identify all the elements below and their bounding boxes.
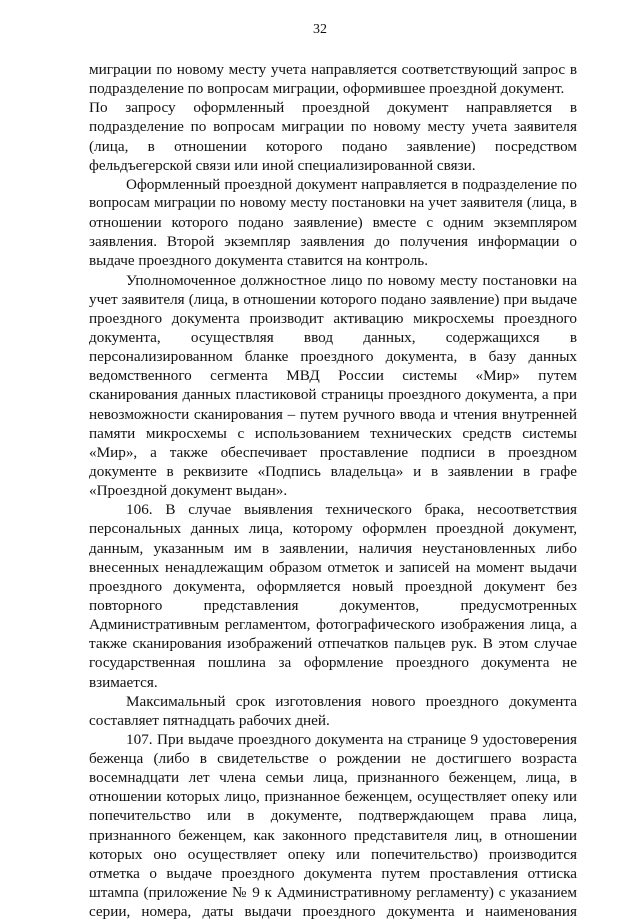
text-line: Оформленный проездной документ направляется в подразделение по xyxy=(126,175,577,193)
text-line: «Проездной документ выдан». xyxy=(89,482,288,500)
text-line: невозможности сканирования – путем ручного ввода и чтения внутренней xyxy=(89,405,577,423)
body-text xyxy=(89,60,577,921)
text-line: учет заявителя (лица, в отношении которого подано заявление) при выдаче xyxy=(89,290,577,308)
text-line: Уполномоченное должностное лицо по новому месту постановки на xyxy=(126,271,577,289)
text-line: По запросу оформленный проездной документ направляется в xyxy=(89,99,577,117)
text-line: попечительство или в документе, подтверждающем права лица, xyxy=(89,807,577,825)
text-line: взимается. xyxy=(89,673,158,691)
text-line: фельдъегерской связи или иной специализированной связи. xyxy=(89,156,476,174)
text-line: проездного документа, оформляется новый проездной документ без xyxy=(89,577,577,595)
text-line: документе в реквизите «Подпись владельца» и в заявлении в графе xyxy=(89,462,577,480)
text-line: внесенных ненадлежащим образом отметок и записей на момент выдачи xyxy=(89,558,577,576)
text-line: 107. При выдаче проездного документа на странице 9 удостоверения xyxy=(126,730,577,748)
text-line: штампа (приложение № 9 к Административному регламенту) с указанием xyxy=(89,884,577,902)
text-line: памяти микросхемы с использованием технических средств системы xyxy=(89,424,577,442)
text-line: персонализированном бланке проездного документа, в базу данных xyxy=(89,348,577,366)
text-line: миграции по новому месту учета направляется соответствующий запрос в xyxy=(89,61,577,78)
text-line: беженца (либо в свидетельстве о рождении не достигшего возраста xyxy=(89,750,577,768)
text-line: которых оно осуществляет опеку или попечительство) производится xyxy=(89,845,577,863)
text-line: 106. В случае выявления технического брака, несоответствия xyxy=(126,501,577,519)
text-line: проездного документа производит активацию микросхемы проездного xyxy=(89,309,577,327)
text-line: государственная пошлина за оформление проездного документа не xyxy=(89,654,577,672)
text-line: заявления. Второй экземпляр заявления до получения информации о xyxy=(89,233,577,251)
page-number: 32 xyxy=(313,22,327,37)
text-line: отношении которых лицо, признанное беженцем, осуществляет опеку или xyxy=(89,788,577,806)
text-line: отметка о выдаче проездного документа путем проставления оттиска xyxy=(89,864,577,882)
text-line: повторного представления документов, предусмотренных xyxy=(89,596,577,614)
text-line: также сканирования изображений отпечатков пальцев рук. В этом случае xyxy=(89,635,577,653)
text-line: сканирования данных пластиковой страницы проездного документа, а при xyxy=(89,386,577,404)
text-line: Административным регламентом, фотографического изображения лица, а xyxy=(89,616,577,634)
text-line: подразделение по вопросам миграции по новому месту учета заявителя xyxy=(89,118,577,136)
text-line: составляет пятнадцать рабочих дней. xyxy=(89,711,330,729)
text-line: отношении которого подано заявление) вместе с одним экземпляром xyxy=(89,214,577,232)
text-line: документа, осуществляя ввод данных, содержащихся в xyxy=(89,328,577,346)
text-line: ведомственного сегмента МВД России системы «Мир» путем xyxy=(89,367,577,385)
text-line: вопросам миграции по новому месту постановки на учет заявителя (лица, в xyxy=(89,194,577,211)
text-line: подразделение по вопросам миграции, оформившее проездной документ. xyxy=(89,80,565,98)
text-line: персональных данных лица, которому оформлен проездной документ, xyxy=(89,520,577,538)
text-line: признанного беженцем, как законного представителя лиц, в отношении xyxy=(89,826,577,844)
text-line: данным, указанным им в заявлении, наличия неустановленных либо xyxy=(89,539,577,557)
text-line: восемнадцати лет члена семьи лица, признанного беженцем, лица, в xyxy=(89,769,577,787)
text-line: серии, номера, даты выдачи проездного документа и наименования xyxy=(89,903,577,921)
text-line: (лица, в отношении которого подано заявление) посредством xyxy=(89,137,577,155)
text-line: Максимальный срок изготовления нового проездного документа xyxy=(126,692,577,710)
text-line: выдаче проездного документа ставится на контроль. xyxy=(89,252,429,270)
text-line: «Мир», а также обеспечивает проставление подписи в проездном xyxy=(89,443,577,461)
